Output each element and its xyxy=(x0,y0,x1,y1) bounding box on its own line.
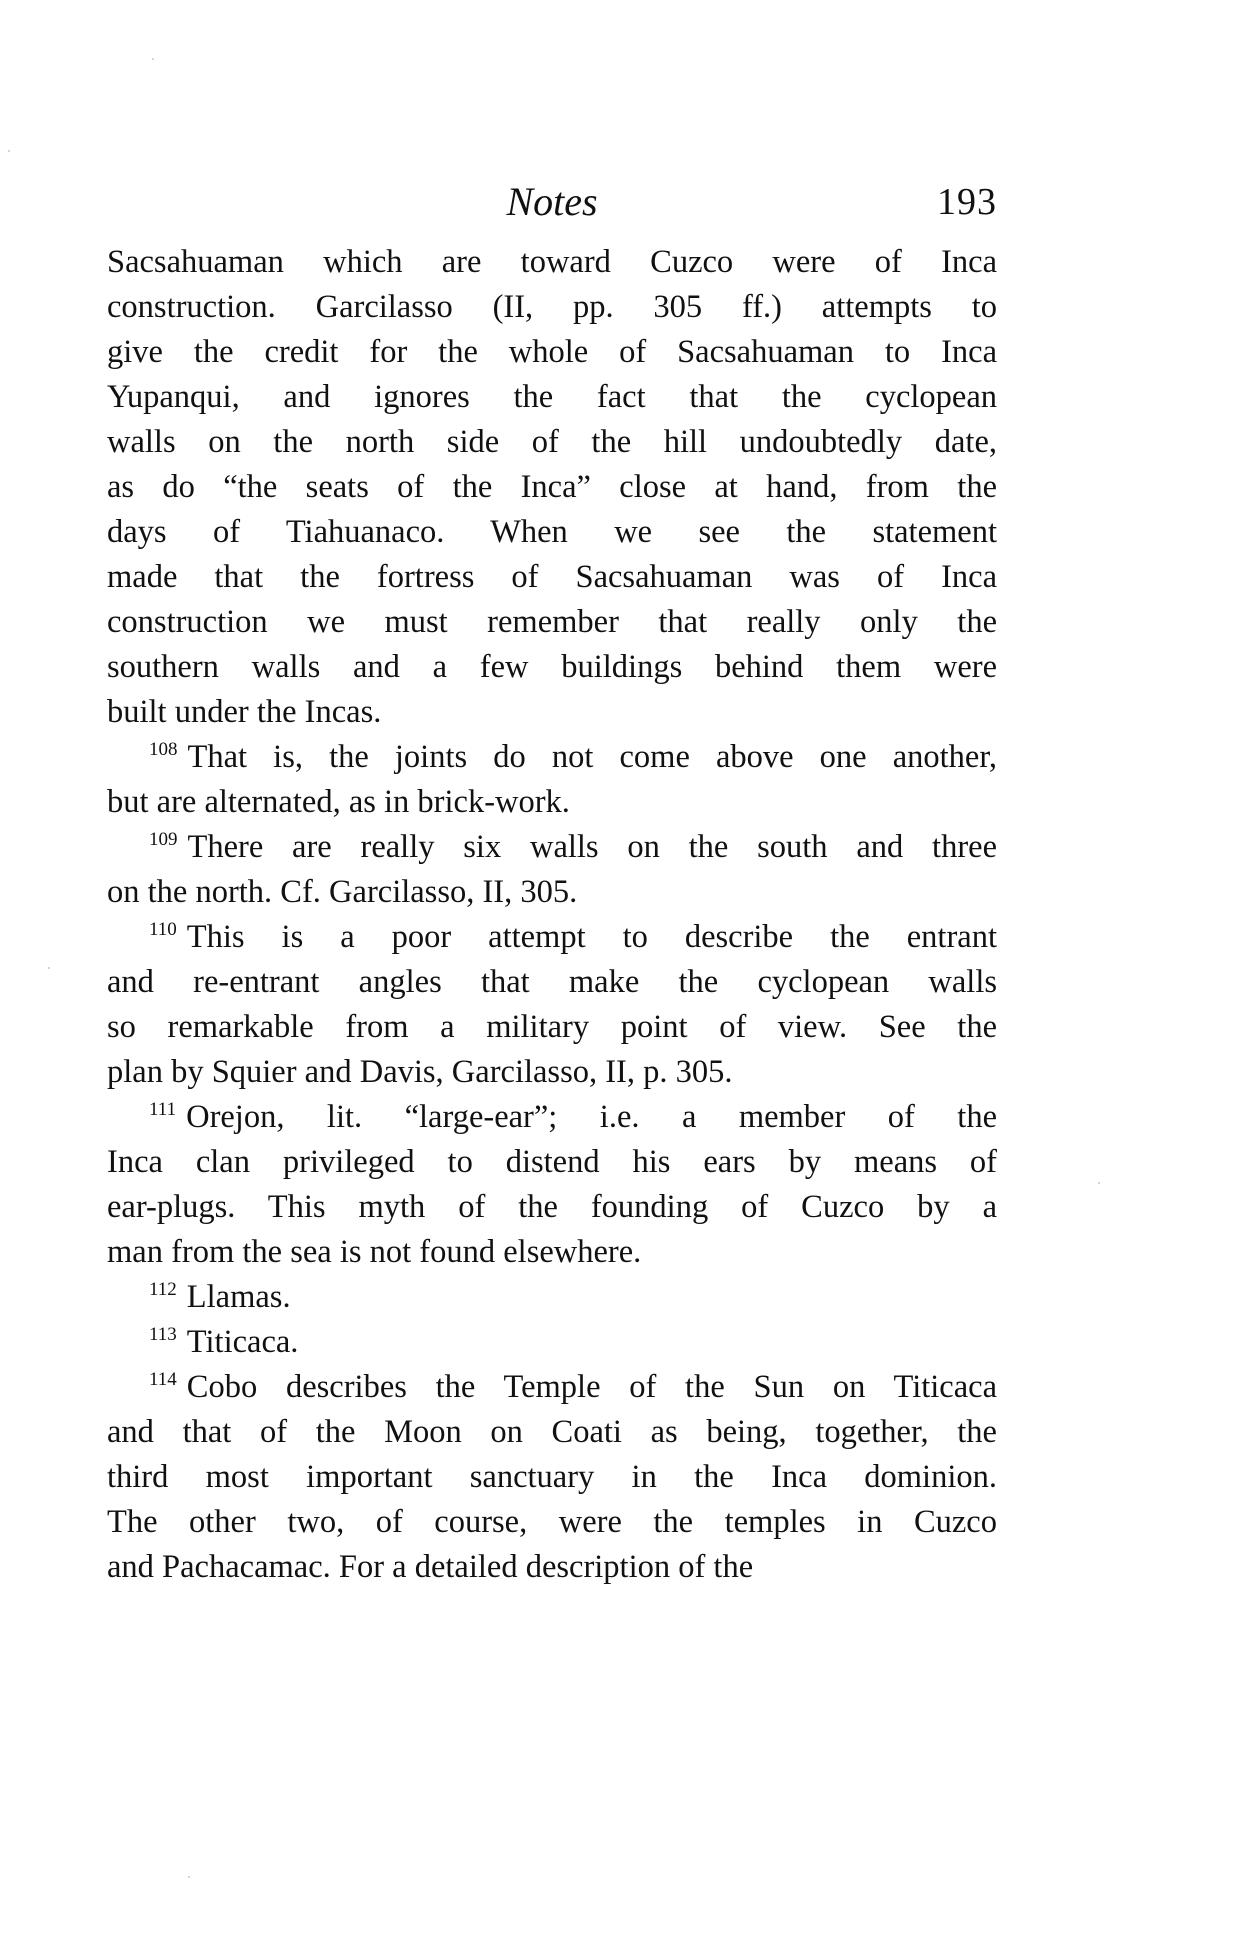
line-text: and re-entrant angles that make the cyclopean walls xyxy=(107,964,997,1000)
line-text: Orejon, lit. “large-ear”; i.e. a member of the xyxy=(186,1099,997,1135)
footnote-number: 113 xyxy=(149,1324,177,1345)
running-head xyxy=(107,172,997,232)
footnote-number: 108 xyxy=(149,739,178,760)
text-line xyxy=(107,825,997,870)
scan-speck xyxy=(1098,1182,1100,1184)
line-text: Sacsahuaman which are toward Cuzco were of Inca xyxy=(107,244,997,280)
text-line xyxy=(107,1320,997,1365)
footnote-112 xyxy=(107,1275,997,1320)
running-head-title: Notes xyxy=(506,179,598,224)
notes-body xyxy=(107,240,997,1590)
line-text: but are alternated, as in brick-work. xyxy=(107,784,570,820)
line-text: ear-plugs. This myth of the founding of Cuzco by a xyxy=(107,1189,997,1225)
line-text: give the credit for the whole of Sacsahuaman to Inca xyxy=(107,334,997,370)
line-text: as do “the seats of the Inca” close at hand, from the xyxy=(107,469,997,505)
footnote-number: 111 xyxy=(149,1099,177,1120)
text-line xyxy=(107,690,997,735)
line-text: construction we must remember that really only the xyxy=(107,604,997,640)
line-text: This is a poor attempt to describe the entrant xyxy=(186,919,997,955)
footnote-number: 110 xyxy=(149,919,177,940)
text-line xyxy=(107,600,997,645)
text-line xyxy=(107,1545,997,1590)
line-text: plan by Squier and Davis, Garcilasso, II, p. 305. xyxy=(107,1054,733,1090)
text-line xyxy=(107,510,997,555)
text-line xyxy=(107,1455,997,1500)
scan-speck xyxy=(8,150,10,152)
line-text: made that the fortress of Sacsahuaman was of Inca xyxy=(107,559,997,595)
text-line xyxy=(107,1410,997,1455)
line-text: Cobo describes the Temple of the Sun on Titicaca xyxy=(186,1369,997,1405)
text-line xyxy=(107,1005,997,1050)
line-text: Llamas. xyxy=(186,1279,291,1315)
line-text: third most important sanctuary in the Inca dominion. xyxy=(107,1459,997,1495)
text-line xyxy=(107,1500,997,1545)
text-line xyxy=(107,465,997,510)
footnote-108 xyxy=(107,735,997,825)
footnote-114 xyxy=(107,1365,997,1590)
line-text: Inca clan privileged to distend his ears by means of xyxy=(107,1144,997,1180)
line-text: The other two, of course, were the temples in Cuzco xyxy=(107,1504,997,1540)
line-text: southern walls and a few buildings behind them were xyxy=(107,649,997,685)
footnote-111 xyxy=(107,1095,997,1275)
line-text: That is, the joints do not come above one another, xyxy=(187,739,997,775)
line-text: on the north. Cf. Garcilasso, II, 305. xyxy=(107,874,578,910)
line-text: Titicaca. xyxy=(186,1324,299,1360)
text-line xyxy=(107,1095,997,1140)
text-line xyxy=(107,555,997,600)
text-line xyxy=(107,285,997,330)
footnote-110 xyxy=(107,915,997,1095)
text-line xyxy=(107,645,997,690)
line-text: walls on the north side of the hill undoubtedly date, xyxy=(107,424,997,460)
text-line xyxy=(107,1050,997,1095)
line-text: construction. Garcilasso (II, pp. 305 ff.) attempts to xyxy=(107,289,997,325)
text-line xyxy=(107,330,997,375)
scan-speck xyxy=(188,1876,190,1878)
text-line xyxy=(107,1275,997,1320)
text-line xyxy=(107,870,997,915)
scan-speck xyxy=(48,967,50,969)
line-text: man from the sea is not found elsewhere. xyxy=(107,1234,642,1270)
text-line xyxy=(107,420,997,465)
line-text: and that of the Moon on Coati as being, together, the xyxy=(107,1414,997,1450)
line-text: There are really six walls on the south and three xyxy=(187,829,997,865)
text-line xyxy=(107,1185,997,1230)
text-line xyxy=(107,375,997,420)
footnote-109 xyxy=(107,825,997,915)
text-line xyxy=(107,1140,997,1185)
line-text: and Pachacamac. For a detailed description of the xyxy=(107,1549,754,1585)
scan-speck xyxy=(152,58,154,60)
line-text: built under the Incas. xyxy=(107,694,382,730)
footnote-number: 109 xyxy=(149,829,178,850)
line-text: Yupanqui, and ignores the fact that the cyclopean xyxy=(107,379,997,415)
text-line xyxy=(107,240,997,285)
continued-paragraph xyxy=(107,240,997,735)
page-number: 193 xyxy=(937,181,997,223)
text-line xyxy=(107,960,997,1005)
line-text: so remarkable from a military point of view. See the xyxy=(107,1009,997,1045)
text-line xyxy=(107,1365,997,1410)
text-line xyxy=(107,735,997,780)
footnote-number: 112 xyxy=(149,1279,177,1300)
footnote-113 xyxy=(107,1320,997,1365)
text-line xyxy=(107,915,997,960)
line-text: days of Tiahuanaco. When we see the statement xyxy=(107,514,997,550)
text-line xyxy=(107,1230,997,1275)
footnote-number: 114 xyxy=(149,1369,177,1390)
text-line xyxy=(107,780,997,825)
